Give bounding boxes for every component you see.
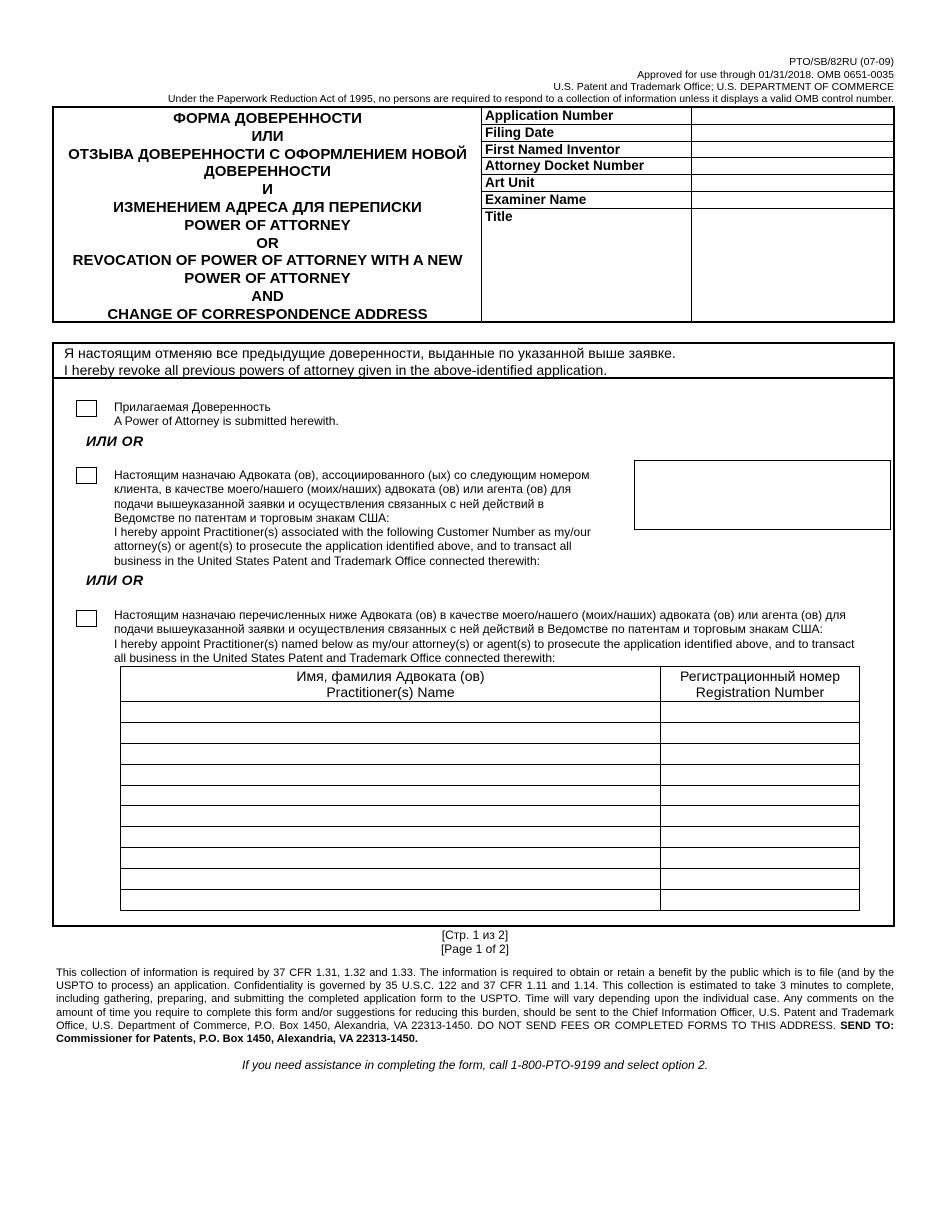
title-line: AND <box>251 287 284 305</box>
option2-line: Ведомстве по патентам и торговым знакам США: <box>114 510 390 525</box>
title-line: REVOCATION OF POWER OF ATTORNEY WITH A NEW <box>72 252 463 270</box>
examiner-name-label: Examiner Name <box>482 191 692 208</box>
registration-number-cell[interactable] <box>661 743 860 764</box>
title-line: CHANGE OF CORRESPONDENCE ADDRESS <box>107 305 428 323</box>
customer-number-checkbox[interactable] <box>76 467 97 484</box>
appointment-section <box>52 342 895 927</box>
form-id: PTO/SB/82RU (07-09) <box>789 56 894 68</box>
practitioner-name-cell[interactable] <box>121 890 661 911</box>
agency-line: U.S. Patent and Trademark Office; U.S. DEPARTMENT OF COMMERCE <box>553 81 894 93</box>
title-line: OR <box>256 234 279 252</box>
registration-number-header-en: Registration Number <box>695 684 825 700</box>
table-row <box>121 764 860 785</box>
table-row <box>121 702 860 723</box>
revocation-ru: Я настоящим отменяю все предыдущие доверенности, выданные по указанной выше заявке. <box>64 345 676 361</box>
named-practitioners-checkbox[interactable] <box>76 610 97 627</box>
practitioner-name-cell[interactable] <box>121 743 661 764</box>
omb-approval: Approved for use through 01/31/2018. OMB 0651-0035 <box>637 69 894 81</box>
option2-line: business in the United States Patent and Trademark Office connected therewith: <box>114 553 541 568</box>
title-line: POWER OF ATTORNEY <box>184 270 351 288</box>
table-row <box>121 848 860 869</box>
title-line: ОТЗЫВА ДОВЕРЕННОСТИ С ОФОРМЛЕНИЕМ НОВОЙ <box>68 145 467 163</box>
option1-ru: Прилагаемая Доверенность <box>114 400 271 414</box>
table-row <box>121 890 860 911</box>
practitioners-table <box>120 666 860 911</box>
registration-number-cell[interactable] <box>661 869 860 890</box>
registration-number-header-ru: Регистрационный номер <box>680 668 840 684</box>
practitioner-name-header-ru: Имя, фамилия Адвоката (ов) <box>296 668 485 684</box>
send-to-address: SEND TO: Commissioner for Patents, P.O. Box 1450, Alexandria, VA 22313-1450. <box>56 1019 895 1046</box>
practitioner-name-cell[interactable] <box>121 827 661 848</box>
registration-number-cell[interactable] <box>661 722 860 743</box>
option2-line: Настоящим назначаю Адвоката (ов), ассоциированного (ых) со следующим номером <box>114 468 590 482</box>
title-line: ФОРМА ДОВЕРЕННОСТИ <box>173 110 362 127</box>
page-number-ru: [Стр. 1 из 2] <box>441 928 509 942</box>
practitioner-name-cell[interactable] <box>121 848 661 869</box>
option2-line: attorney(s) or agent(s) to prosecute the application identified above, and to transact all <box>114 539 572 554</box>
burden-text: This collection of information is required by 37 CFR 1.31, 1.32 and 1.33. The information is required to obtain or retain a benefit by the public which is to file (and by the USPTO to process) an application. Confidentiality is governed by 35 U.S.C. 122 and 37 CFR 1.11 and 1.14. This collection is estimated to take 3 minutes to complete, including gathering, preparing, and submitting the completed application form to the USPTO. Time will vary depending upon the individual case. Any comments on the amount of time you require to complete this form and/or suggestions for reducing this burden, should be sent to the Chief Information Officer, U.S. Patent and Trademark Office, U.S. Department of Commerce, P.O. Box 1450, Alexandria, VA 22313-1450. DO NOT SEND FEES OR COMPLETED FORMS TO THIS ADDRESS. <box>56 967 894 1032</box>
art-unit-label: Art Unit <box>482 175 692 192</box>
practitioner-name-cell[interactable] <box>121 785 661 806</box>
application-number-label: Application Number <box>482 108 692 124</box>
registration-number-cell[interactable] <box>661 827 860 848</box>
option2-line: клиента, в качестве моего/нашего (моих/наших) адвоката (ов) или агента (ов) для <box>114 482 572 497</box>
registration-number-cell[interactable] <box>661 764 860 785</box>
option1-en: A Power of Attorney is submitted herewith. <box>114 414 339 429</box>
art-unit-field[interactable] <box>692 175 894 192</box>
practitioner-name-cell[interactable] <box>121 869 661 890</box>
registration-number-cell[interactable] <box>661 848 860 869</box>
form-title <box>54 108 482 321</box>
option3-line: подачи вышеуказанной заявки и осуществления связанных с ней действий в Ведомстве по патентам и торговым знакам США: <box>114 622 823 637</box>
application-number-field[interactable] <box>692 108 894 124</box>
option3-text <box>114 608 854 665</box>
table-row <box>121 743 860 764</box>
attorney-docket-number-label: Attorney Docket Number <box>482 158 692 175</box>
poa-submitted-checkbox[interactable] <box>76 400 97 417</box>
option2-line: подачи вышеуказанной заявки и осуществления связанных с ней действий в <box>114 496 545 511</box>
practitioner-name-header <box>121 667 661 702</box>
option2-line: I hereby appoint Practitioner(s) associated with the following Customer Number as my/our <box>114 525 591 540</box>
title-line: ДОВЕРЕННОСТИ <box>204 163 331 181</box>
burden-statement <box>56 967 894 1046</box>
examiner-name-field[interactable] <box>692 191 894 208</box>
registration-number-cell[interactable] <box>661 806 860 827</box>
table-row <box>121 722 860 743</box>
page-number-en: [Page 1 of 2] <box>440 942 510 956</box>
title-line: И <box>262 181 273 199</box>
practitioner-name-cell[interactable] <box>121 722 661 743</box>
option3-line: I hereby appoint Practitioner(s) named below as my/our attorney(s) or agent(s) to prosecute the application identified above, and to transact <box>114 636 855 651</box>
or-label: ИЛИ OR <box>86 433 144 449</box>
option3-line: Настоящим назначаю перечисленных ниже Адвоката (ов) в качестве моего/нашего (моих/наших) адвоката (ов) или агента (ов) для <box>114 608 846 622</box>
or-label: ИЛИ OR <box>86 572 144 588</box>
application-info-table <box>482 108 893 321</box>
practitioner-name-cell[interactable] <box>121 806 661 827</box>
option1-text <box>114 400 339 429</box>
registration-number-cell[interactable] <box>661 890 860 911</box>
filing-date-field[interactable] <box>692 124 894 141</box>
first-named-inventor-field[interactable] <box>692 141 894 158</box>
assistance-note: If you need assistance in completing the form, call 1-800-PTO-9199 and select option 2. <box>241 1058 709 1072</box>
registration-number-cell[interactable] <box>661 785 860 806</box>
attorney-docket-number-field[interactable] <box>692 158 894 175</box>
practitioner-name-header-en: Practitioner(s) Name <box>326 684 455 700</box>
table-row <box>121 785 860 806</box>
table-row <box>121 806 860 827</box>
title-label: Title <box>485 208 513 224</box>
practitioner-name-cell[interactable] <box>121 702 661 723</box>
title-block <box>52 106 895 323</box>
table-row <box>121 827 860 848</box>
revocation-statement <box>54 344 893 379</box>
practitioner-name-cell[interactable] <box>121 764 661 785</box>
title-line: POWER OF ATTORNEY <box>184 216 351 234</box>
customer-number-field[interactable] <box>634 460 891 530</box>
first-named-inventor-label: First Named Inventor <box>482 141 692 158</box>
title-line: ИЗМЕНЕНИЕМ АДРЕСА ДЛЯ ПЕРЕПИСКИ <box>113 198 422 216</box>
page-number <box>0 928 950 956</box>
paperwork-notice: Under the Paperwork Reduction Act of 1995, no persons are required to respond to a collection of information unless it displays a valid OMB control number. <box>167 93 894 105</box>
title-line: ИЛИ <box>251 127 284 145</box>
option3-line: all business in the United States Patent and Trademark Office connected therewith: <box>114 650 556 665</box>
registration-number-cell[interactable] <box>661 702 860 723</box>
registration-number-header <box>661 667 860 702</box>
title-field[interactable] <box>692 208 894 321</box>
filing-date-label: Filing Date <box>482 124 692 141</box>
revocation-en: I hereby revoke all previous powers of attorney given in the above-identified application. <box>64 361 608 378</box>
option2-text <box>114 468 591 568</box>
table-row <box>121 869 860 890</box>
